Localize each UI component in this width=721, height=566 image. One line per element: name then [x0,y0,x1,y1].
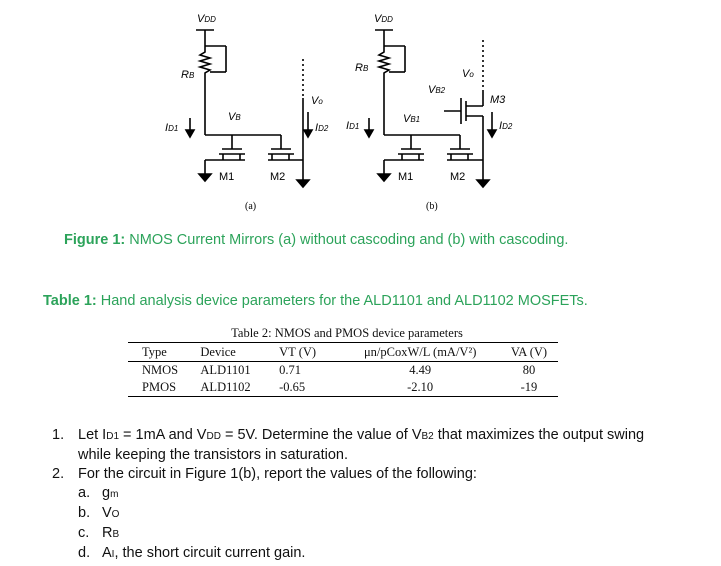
b-vo-label: Vo [462,68,474,80]
cell-device: ALD1102 [200,380,251,394]
item-main: R [102,525,113,541]
cell-type: PMOS [142,380,177,394]
table-caption-text: Hand analysis device parameters for the ALD1101 and ALD1102 MOSFETs. [96,293,588,309]
figure-circuits [0,0,721,225]
table-caption-prefix: Table 1: [43,293,97,309]
cell-kprime: -2.10 [407,380,434,394]
question-2-number: 2. [52,466,65,482]
question-list [52,426,672,564]
header-va: VA (V) [510,344,548,359]
a-id2-label: ID2 [315,122,329,134]
item-sub: I [111,549,115,560]
item-main: A [102,545,112,561]
cell-device: ALD1101 [200,363,251,377]
question-1-number: 1. [52,427,65,443]
question-2-item-d [52,544,672,564]
table-row [128,379,558,397]
header-vt: VT (V) [279,344,317,359]
a-m2-label: M2 [270,171,286,183]
item-main: g [102,485,111,501]
q1-text-c: = 5V. Determine the value of V [220,427,422,443]
q1-sub-vb2: B2 [421,431,434,442]
b-vb1-label: VB1 [403,113,421,125]
a-vdd-label: VDD [197,13,216,25]
cell-vt: 0.71 [279,363,302,377]
figure-caption-prefix: Figure 1: [64,232,126,248]
b-id2-label: ID2 [499,120,513,132]
q1-text-b: = 1mA and V [119,427,207,443]
table-header-row [128,343,558,362]
figure-caption-text: NMOS Current Mirrors (a) without cascoding and (b) with cascoding. [125,232,569,248]
b-vb2-label: VB2 [428,84,446,96]
table-title: Table 2: NMOS and PMOS device parameters [231,326,463,340]
item-letter: c. [78,525,90,541]
b-id1-label: ID1 [346,120,360,132]
question-2-item-c [52,524,672,544]
q1-sub-vdd: DD [206,431,221,442]
cell-vt: -0.65 [279,380,306,394]
cell-va: 80 [522,363,536,377]
item-letter: d. [78,545,91,561]
b-vdd-label: VDD [374,13,393,25]
cell-kprime: 4.49 [409,363,432,377]
b-m1-label: M1 [398,171,414,183]
header-kprime: μn/pCoxW/L (mA/V²) [363,344,477,359]
b-caption-label: (b) [426,201,438,212]
item-main: V [102,505,112,521]
table-row [128,362,558,380]
a-vb-label: VB [228,111,241,123]
question-2-item-a [52,484,672,504]
item-sub: O [111,509,120,520]
q1-text-d: that maximizes the output swing while keeping the transistors in saturation. [78,427,645,463]
item-rest: , the short circuit current gain. [114,545,306,561]
circuit-b-schematic [365,30,496,187]
question-2 [52,465,672,484]
item-sub: B [112,529,120,540]
figure-caption [64,232,568,248]
device-parameter-table [128,325,558,397]
item-sub: m [110,489,119,500]
header-device: Device [200,344,236,359]
a-id1-label: ID1 [165,122,179,134]
b-m3-label: M3 [490,94,506,106]
b-m2-label: M2 [450,171,466,183]
a-m1-label: M1 [219,171,235,183]
b-rb-label: RB [355,62,369,74]
item-letter: a. [78,485,91,501]
circuit-a-schematic [186,30,312,187]
question-2-text: For the circuit in Figure 1(b), report the values of the following: [78,466,477,482]
a-caption-label: (a) [245,201,257,212]
item-letter: b. [78,505,91,521]
table-caption [43,293,588,309]
a-vo-label: Vo [311,95,323,107]
cell-type: NMOS [142,363,179,377]
q1-text-a: Let I [78,427,107,443]
q1-sub-id1: D1 [106,431,120,442]
question-1 [52,426,672,465]
header-type: Type [142,344,167,359]
question-2-item-b [52,504,672,524]
cell-va: -19 [520,380,538,394]
a-rb-label: RB [181,69,195,81]
